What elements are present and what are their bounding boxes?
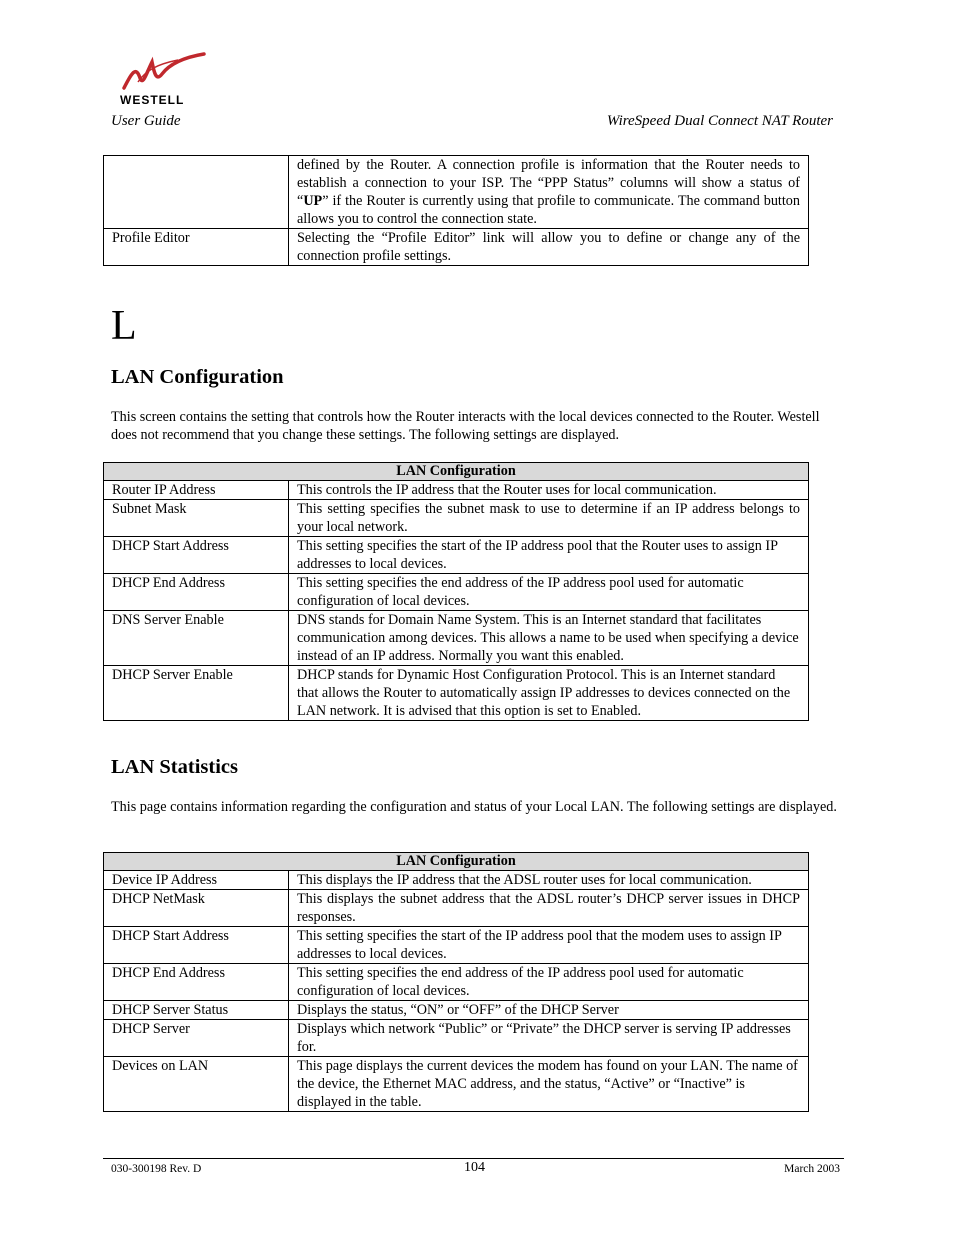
table-row bbox=[104, 481, 809, 500]
table-row bbox=[104, 229, 809, 266]
table-row bbox=[104, 964, 809, 1001]
table-row bbox=[104, 500, 809, 537]
table-key-cell: DHCP NetMask bbox=[104, 890, 289, 927]
table-row bbox=[104, 1001, 809, 1020]
lan-configuration-table bbox=[103, 462, 809, 721]
table-key-cell: DHCP End Address bbox=[104, 574, 289, 611]
cell-bold-text: UP bbox=[303, 193, 323, 209]
page-number: 104 bbox=[464, 1160, 485, 1175]
table-row bbox=[104, 574, 809, 611]
table-value-cell: This setting specifies the end address of the IP address pool used for automatic configuration of local devices. bbox=[289, 964, 809, 1001]
table-title: LAN Configuration bbox=[104, 463, 809, 481]
table-value-cell bbox=[289, 156, 809, 229]
table-key-cell: Profile Editor bbox=[104, 229, 289, 266]
table-row bbox=[104, 537, 809, 574]
footer-date: March 2003 bbox=[784, 1163, 840, 1175]
section-heading-lan-configuration: LAN Configuration bbox=[111, 366, 284, 388]
table-value-cell: Displays the status, “ON” or “OFF” of the DHCP Server bbox=[289, 1001, 809, 1020]
table-value-cell: This setting specifies the subnet mask to use to determine if an IP address belongs to your local network. bbox=[289, 500, 809, 537]
table-key-cell: Subnet Mask bbox=[104, 500, 289, 537]
table-value-cell: This controls the IP address that the Router uses for local communication. bbox=[289, 481, 809, 500]
table-row bbox=[104, 156, 809, 229]
cell-text-after: ” if the Router is currently using that profile to communicate. The command button allows you to control the connection state. bbox=[297, 193, 800, 227]
cell-text: defined by the Router. A connection profile is information that the Router needs to establish a connection to your ISP. The “PPP Status” columns will show a status of “ bbox=[297, 157, 800, 209]
table-key-cell: DHCP End Address bbox=[104, 964, 289, 1001]
section-intro: This page contains information regarding the configuration and status of your Local LAN. The following settings are displayed. bbox=[111, 799, 837, 815]
table-row bbox=[104, 666, 809, 721]
table-key-cell: DHCP Server Enable bbox=[104, 666, 289, 721]
logo-wordmark: WESTELL bbox=[120, 93, 185, 107]
table-row bbox=[104, 871, 809, 890]
section-intro: This screen contains the setting that controls how the Router interacts with the local devices connected to the Router. Westell does not recommend that you change these settings. The following settings are displayed. bbox=[111, 409, 820, 443]
lan-statistics-table bbox=[103, 852, 809, 1112]
table-value-cell: This displays the IP address that the ADSL router uses for local communication. bbox=[289, 871, 809, 890]
table-key-cell: Devices on LAN bbox=[104, 1057, 289, 1112]
table-key-cell: Device IP Address bbox=[104, 871, 289, 890]
table-value-cell: DHCP stands for Dynamic Host Configuration Protocol. This is an Internet standard that allows the Router to automatically assign IP addresses to devices connected on the LAN network. It is advised that this option is set to Enabled. bbox=[289, 666, 809, 721]
table-value-cell: This displays the subnet address that the ADSL router’s DHCP server issues in DHCP responses. bbox=[289, 890, 809, 927]
table-value-cell: DNS stands for Domain Name System. This is an Internet standard that facilitates communication among devices. This allows a name to be used when specifying a device instead of an IP address. Normally you want this enabled. bbox=[289, 611, 809, 666]
table-header-row bbox=[104, 463, 809, 481]
table-value-cell: This setting specifies the start of the IP address pool that the modem uses to assign IP addresses to local devices. bbox=[289, 927, 809, 964]
table-row bbox=[104, 611, 809, 666]
section-letter: L bbox=[111, 303, 137, 349]
header-doc-type: User Guide bbox=[111, 113, 181, 129]
table-value-cell: Selecting the “Profile Editor” link will allow you to define or change any of the connection profile settings. bbox=[289, 229, 809, 266]
continued-table bbox=[103, 155, 809, 266]
table-row bbox=[104, 1020, 809, 1057]
table-row bbox=[104, 890, 809, 927]
table-value-cell: This setting specifies the start of the IP address pool that the Router uses to assign IP addresses to local devices. bbox=[289, 537, 809, 574]
table-key-cell: DNS Server Enable bbox=[104, 611, 289, 666]
table-key-cell: Router IP Address bbox=[104, 481, 289, 500]
footer-divider bbox=[103, 1158, 844, 1159]
section-heading-lan-statistics: LAN Statistics bbox=[111, 756, 238, 778]
table-key-cell: DHCP Server bbox=[104, 1020, 289, 1057]
table-row bbox=[104, 927, 809, 964]
westell-logo bbox=[118, 52, 208, 108]
table-key-cell: DHCP Start Address bbox=[104, 927, 289, 964]
table-value-cell: Displays which network “Public” or “Private” the DHCP server is serving IP addresses for. bbox=[289, 1020, 809, 1057]
table-key-cell bbox=[104, 156, 289, 229]
table-header-row bbox=[104, 853, 809, 871]
table-key-cell: DHCP Server Status bbox=[104, 1001, 289, 1020]
table-row bbox=[104, 1057, 809, 1112]
footer-doc-number: 030-300198 Rev. D bbox=[111, 1163, 202, 1175]
table-value-cell: This page displays the current devices the modem has found on your LAN. The name of the device, the Ethernet MAC address, and the status, “Active” or “Inactive” is displayed in the table. bbox=[289, 1057, 809, 1112]
table-key-cell: DHCP Start Address bbox=[104, 537, 289, 574]
header-product-name: WireSpeed Dual Connect NAT Router bbox=[606, 113, 833, 129]
westell-logo-mark bbox=[118, 52, 208, 94]
table-value-cell: This setting specifies the end address of the IP address pool used for automatic configuration of local devices. bbox=[289, 574, 809, 611]
table-title: LAN Configuration bbox=[104, 853, 809, 871]
